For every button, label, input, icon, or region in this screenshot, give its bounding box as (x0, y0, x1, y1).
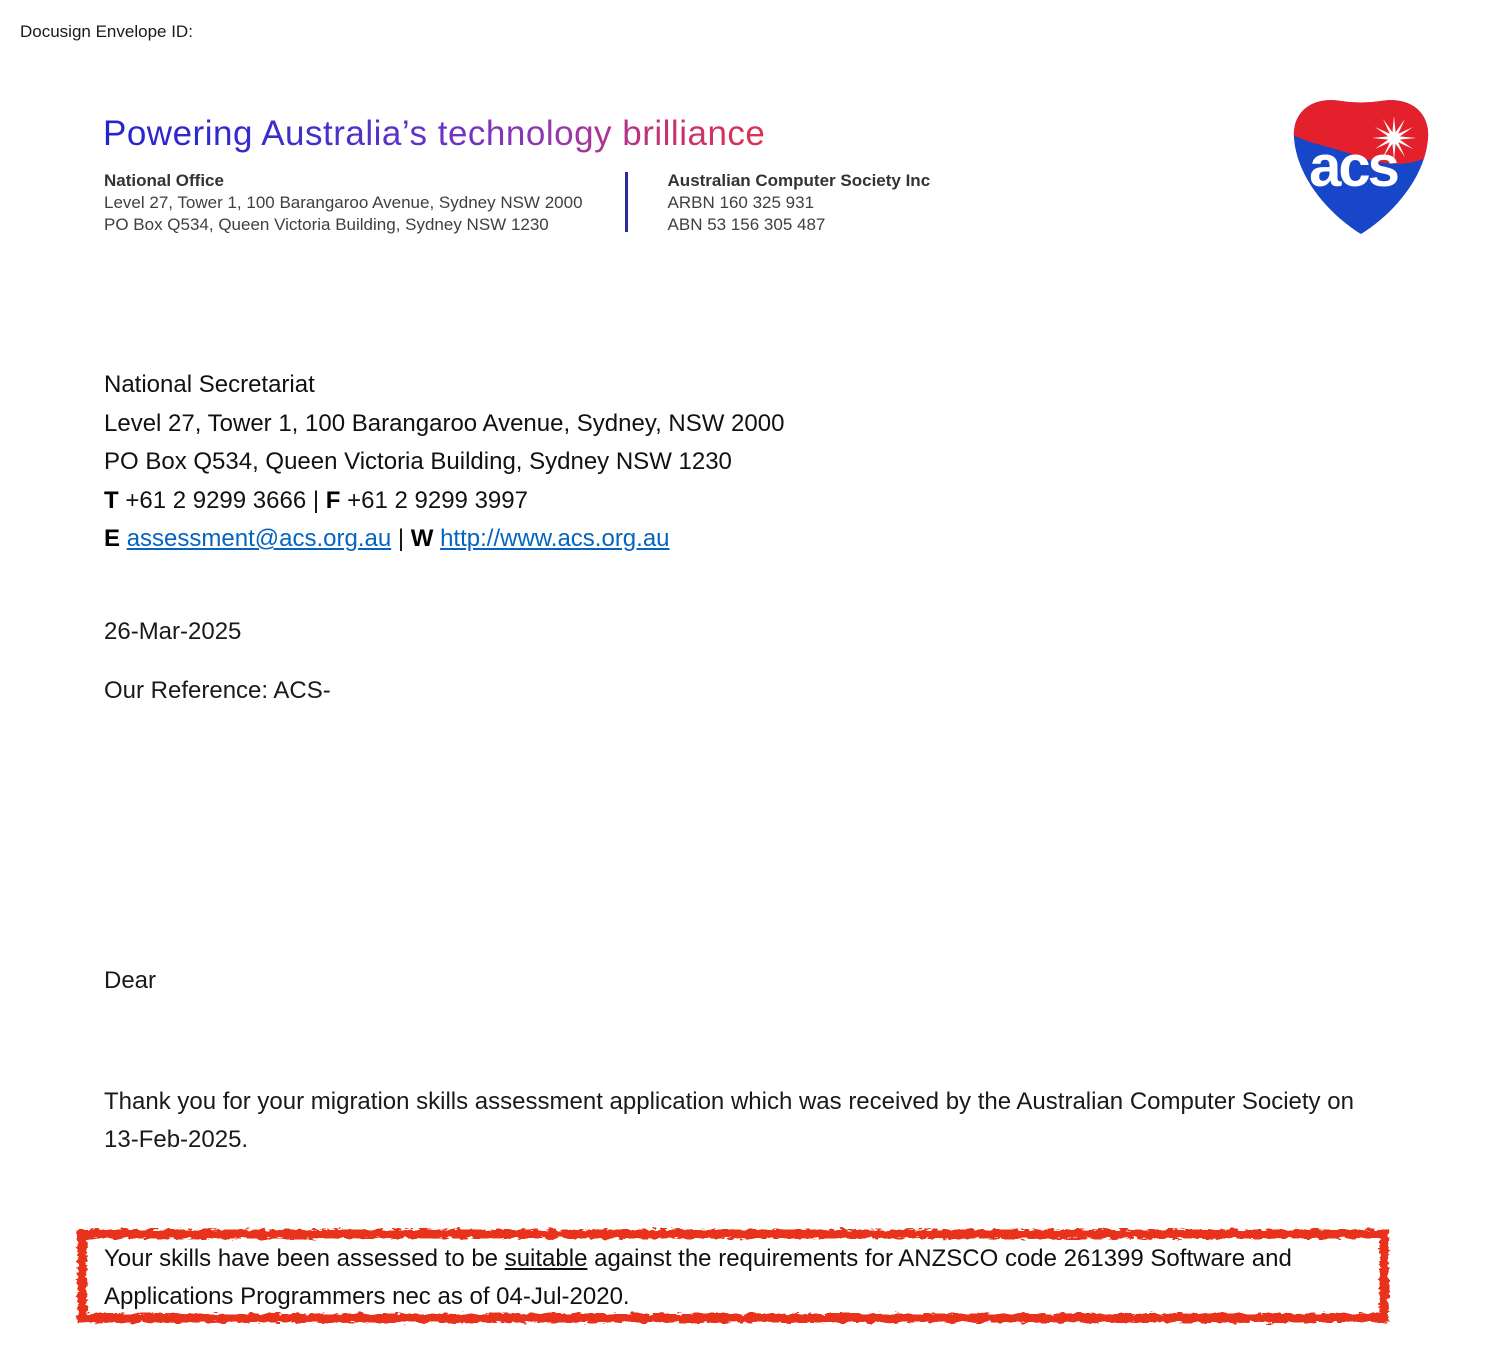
result-text-after: against the requirements for ANZSCO code 261399 Software and Applications Programmers nec as of 04-Jul-2020. (104, 1245, 1292, 1310)
email-web-line (104, 520, 784, 559)
body-paragraph: Thank you for your migration skills assessment application which was received by the Australian Computer Society on 13-Feb-2025. (104, 1088, 1354, 1153)
result-text-before: Your skills have been assessed to be (104, 1245, 505, 1272)
docusign-envelope-id: Docusign Envelope ID: (20, 22, 193, 41)
result-suitable: suitable (504, 1245, 588, 1272)
acs-logo-text: acs (1309, 134, 1397, 199)
email-link[interactable]: assessment@acs.org.au (126, 525, 392, 552)
separator: | (312, 486, 320, 514)
phone-fax-line (104, 482, 784, 521)
assessment-result-highlight (75, 1227, 1391, 1325)
national-office-title: National Office (104, 171, 224, 190)
national-office-pobox-line: PO Box Q534, Queen Victoria Building, Sydney NSW 1230 (104, 215, 549, 234)
fax-number: +61 2 9299 3997 (347, 486, 528, 514)
national-office-block (104, 170, 583, 236)
society-block (668, 170, 931, 236)
national-office-address-line: Level 27, Tower 1, 100 Barangaroo Avenue, Sydney NSW 2000 (104, 193, 583, 212)
phone-number: +61 2 9299 3666 (125, 486, 307, 514)
letterhead (104, 170, 930, 236)
society-abn: ABN 53 156 305 487 (667, 215, 826, 234)
pobox-line: PO Box Q534, Queen Victoria Building, Sydney NSW 1230 (104, 448, 732, 475)
society-title: Australian Computer Society Inc (667, 171, 931, 190)
website-link[interactable]: http://www.acs.org.au (440, 525, 670, 552)
letter-date: 26-Mar-2025 (104, 618, 242, 645)
phone-label: T (104, 486, 119, 514)
separator: | (397, 525, 405, 552)
acs-logo-icon (1281, 86, 1441, 236)
email-label: E (104, 525, 121, 552)
brand-tagline: Powering Australia’s technology brilliance (103, 114, 766, 153)
street-address-line: Level 27, Tower 1, 100 Barangaroo Avenue, Sydney, NSW 2000 (104, 409, 785, 437)
reference-line: Our Reference: ACS- (104, 677, 331, 704)
header-divider (625, 172, 628, 232)
secretariat-line: National Secretariat (104, 371, 315, 398)
salutation: Dear (104, 967, 157, 994)
recipient-contact-block (104, 366, 784, 559)
society-arbn: ARBN 160 325 931 (667, 193, 815, 212)
web-label: W (410, 525, 434, 552)
assessment-result-text (104, 1240, 1369, 1316)
fax-label: F (325, 486, 341, 514)
